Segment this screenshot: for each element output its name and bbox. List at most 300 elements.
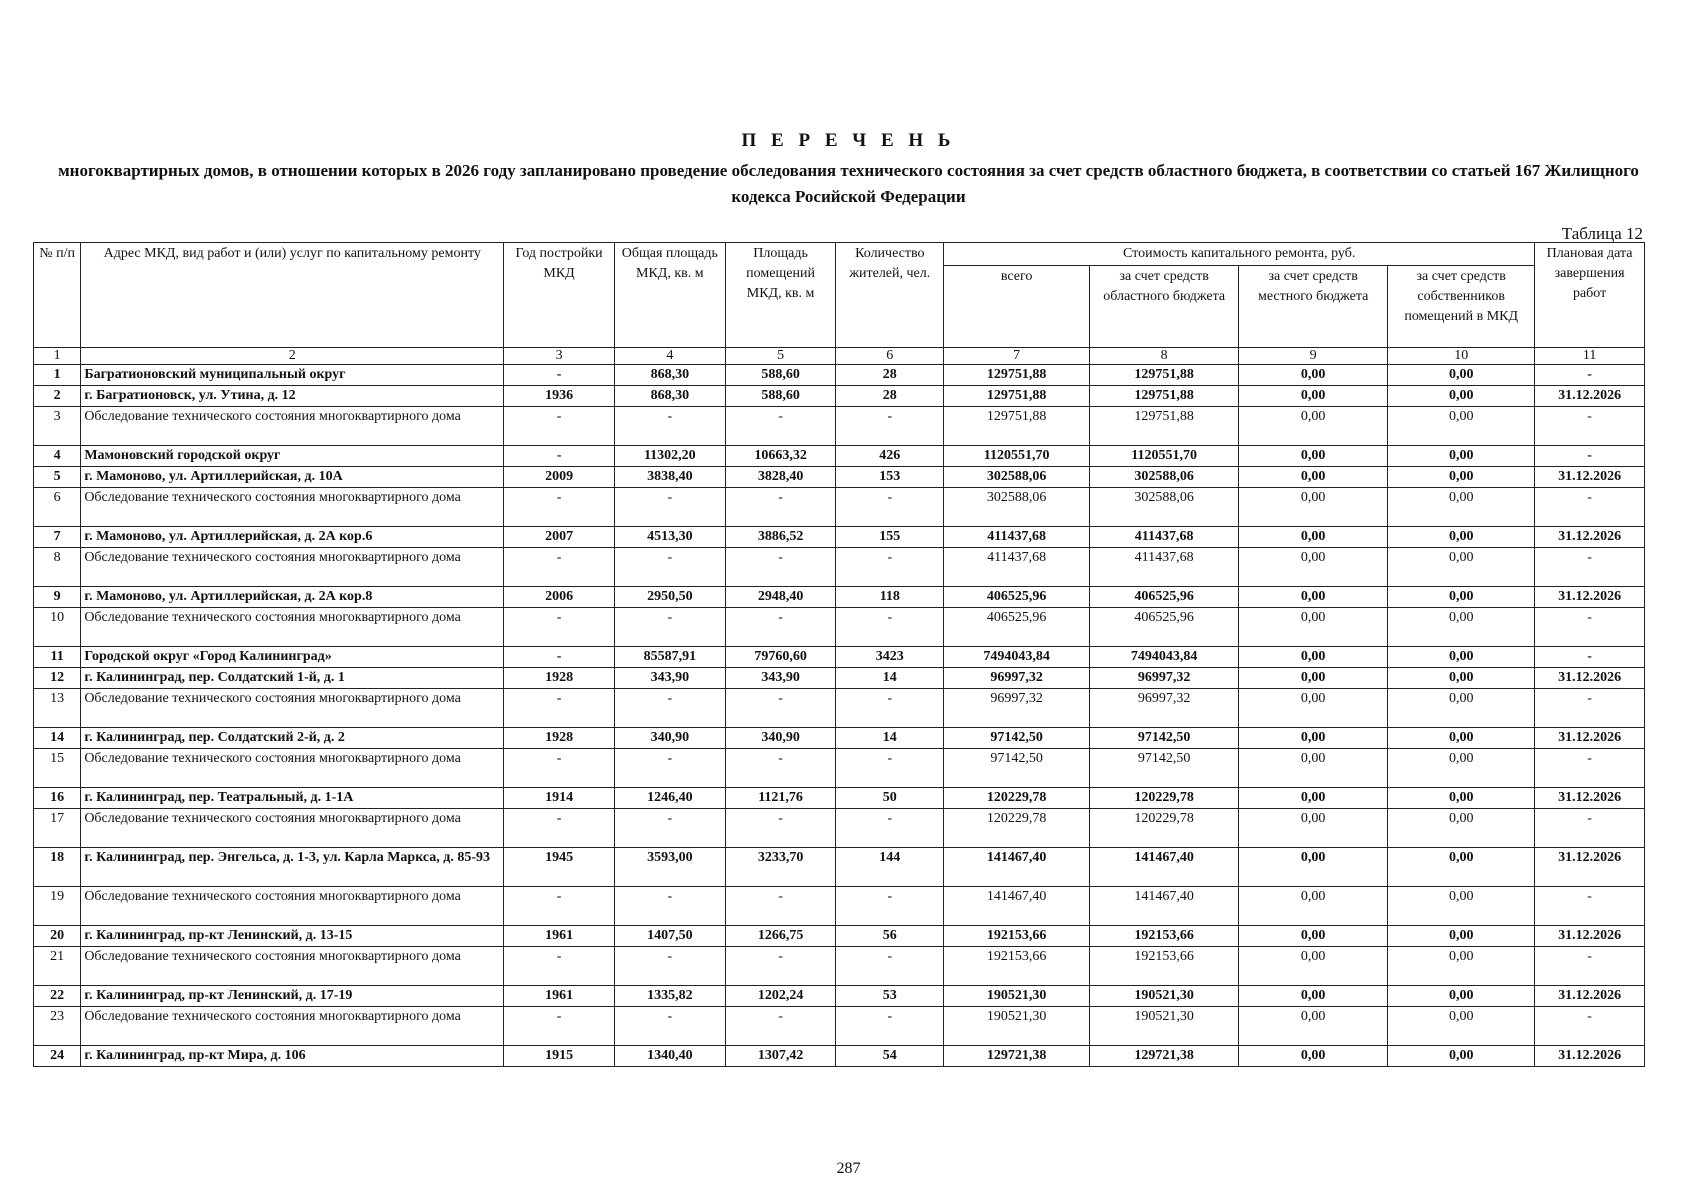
- row-cost-total: 96997,32: [944, 668, 1090, 689]
- row-cost-total: 129721,38: [944, 1046, 1090, 1067]
- row-premises-area: -: [725, 887, 836, 926]
- row-cost-local: 0,00: [1239, 728, 1388, 749]
- row-completion-date: 31.12.2026: [1535, 467, 1645, 488]
- row-year: -: [504, 1007, 615, 1046]
- row-address: г. Калининград, пер. Театральный, д. 1-1А: [81, 788, 504, 809]
- row-completion-date: -: [1535, 365, 1645, 386]
- row-number: 7: [34, 527, 81, 548]
- row-residents: -: [836, 407, 944, 446]
- row-premises-area: 3828,40: [725, 467, 836, 488]
- row-total-area: -: [614, 1007, 725, 1046]
- row-cost-owners: 0,00: [1388, 467, 1535, 488]
- table-row: [34, 446, 1645, 467]
- row-number: 2: [34, 386, 81, 407]
- row-number: 8: [34, 548, 81, 587]
- row-completion-date: -: [1535, 689, 1645, 728]
- row-cost-regional: 120229,78: [1090, 809, 1239, 848]
- row-completion-date: 31.12.2026: [1535, 788, 1645, 809]
- table-row: [34, 986, 1645, 1007]
- row-cost-total: 7494043,84: [944, 647, 1090, 668]
- row-residents: 144: [836, 848, 944, 887]
- row-address: Багратионовский муниципальный округ: [81, 365, 504, 386]
- column-index: 5: [725, 348, 836, 365]
- row-completion-date: -: [1535, 947, 1645, 986]
- row-cost-total: 97142,50: [944, 728, 1090, 749]
- row-premises-area: -: [725, 548, 836, 587]
- row-cost-local: 0,00: [1239, 527, 1388, 548]
- table-row: [34, 728, 1645, 749]
- row-address: г. Калининград, пр-кт Ленинский, д. 17-19: [81, 986, 504, 1007]
- header-completion: Плановая дата завершения работ: [1535, 243, 1645, 348]
- row-number: 5: [34, 467, 81, 488]
- row-cost-total: 192153,66: [944, 947, 1090, 986]
- row-cost-local: 0,00: [1239, 1007, 1388, 1046]
- header-total-area: Общая площадь МКД, кв. м: [614, 243, 725, 348]
- row-cost-total: 190521,30: [944, 986, 1090, 1007]
- row-cost-total: 120229,78: [944, 788, 1090, 809]
- row-premises-area: -: [725, 947, 836, 986]
- row-cost-total: 302588,06: [944, 488, 1090, 527]
- row-cost-regional: 141467,40: [1090, 848, 1239, 887]
- row-cost-local: 0,00: [1239, 668, 1388, 689]
- row-cost-owners: 0,00: [1388, 986, 1535, 1007]
- column-index: 6: [836, 348, 944, 365]
- row-total-area: 1407,50: [614, 926, 725, 947]
- row-total-area: -: [614, 548, 725, 587]
- row-cost-regional: 141467,40: [1090, 887, 1239, 926]
- row-address: г. Калининград, пр-кт Ленинский, д. 13-15: [81, 926, 504, 947]
- row-cost-owners: 0,00: [1388, 749, 1535, 788]
- row-completion-date: -: [1535, 488, 1645, 527]
- row-completion-date: -: [1535, 608, 1645, 647]
- table-row: [34, 689, 1645, 728]
- row-residents: -: [836, 887, 944, 926]
- row-year: 1928: [504, 728, 615, 749]
- row-total-area: 3838,40: [614, 467, 725, 488]
- row-total-area: -: [614, 947, 725, 986]
- row-premises-area: 1307,42: [725, 1046, 836, 1067]
- row-cost-regional: 302588,06: [1090, 488, 1239, 527]
- row-cost-owners: 0,00: [1388, 728, 1535, 749]
- column-index: 2: [81, 348, 504, 365]
- row-residents: 14: [836, 728, 944, 749]
- row-cost-total: 411437,68: [944, 548, 1090, 587]
- row-cost-regional: 129751,88: [1090, 407, 1239, 446]
- row-address: Обследование технического состояния многоквартирного дома: [81, 689, 504, 728]
- row-cost-owners: 0,00: [1388, 887, 1535, 926]
- row-year: -: [504, 647, 615, 668]
- row-total-area: -: [614, 608, 725, 647]
- row-completion-date: 31.12.2026: [1535, 848, 1645, 887]
- row-address: г. Багратионовск, ул. Утина, д. 12: [81, 386, 504, 407]
- row-cost-local: 0,00: [1239, 467, 1388, 488]
- row-number: 12: [34, 668, 81, 689]
- row-residents: 155: [836, 527, 944, 548]
- row-premises-area: -: [725, 488, 836, 527]
- row-cost-regional: 190521,30: [1090, 1007, 1239, 1046]
- column-index: 3: [504, 348, 615, 365]
- table-row: [34, 386, 1645, 407]
- row-residents: -: [836, 548, 944, 587]
- row-year: -: [504, 887, 615, 926]
- row-premises-area: 10663,32: [725, 446, 836, 467]
- row-total-area: 2950,50: [614, 587, 725, 608]
- row-total-area: 85587,91: [614, 647, 725, 668]
- row-premises-area: 588,60: [725, 386, 836, 407]
- row-cost-owners: 0,00: [1388, 488, 1535, 527]
- row-cost-local: 0,00: [1239, 788, 1388, 809]
- row-residents: -: [836, 809, 944, 848]
- column-index: 9: [1239, 348, 1388, 365]
- row-residents: -: [836, 689, 944, 728]
- row-cost-total: 1120551,70: [944, 446, 1090, 467]
- row-cost-local: 0,00: [1239, 848, 1388, 887]
- table-header: [34, 243, 1645, 365]
- row-cost-local: 0,00: [1239, 386, 1388, 407]
- row-cost-total: 192153,66: [944, 926, 1090, 947]
- row-residents: 53: [836, 986, 944, 1007]
- row-number: 18: [34, 848, 81, 887]
- row-residents: 3423: [836, 647, 944, 668]
- header-residents: Количество жителей, чел.: [836, 243, 944, 348]
- row-cost-owners: 0,00: [1388, 548, 1535, 587]
- column-index: 7: [944, 348, 1090, 365]
- row-completion-date: -: [1535, 1007, 1645, 1046]
- row-total-area: -: [614, 488, 725, 527]
- row-cost-owners: 0,00: [1388, 587, 1535, 608]
- row-number: 6: [34, 488, 81, 527]
- row-cost-owners: 0,00: [1388, 527, 1535, 548]
- row-total-area: -: [614, 749, 725, 788]
- row-cost-total: 406525,96: [944, 587, 1090, 608]
- table-row: [34, 668, 1645, 689]
- row-cost-total: 141467,40: [944, 848, 1090, 887]
- row-residents: 56: [836, 926, 944, 947]
- row-cost-owners: 0,00: [1388, 386, 1535, 407]
- row-cost-local: 0,00: [1239, 488, 1388, 527]
- table-row: [34, 749, 1645, 788]
- row-year: -: [504, 749, 615, 788]
- row-completion-date: -: [1535, 548, 1645, 587]
- row-cost-owners: 0,00: [1388, 365, 1535, 386]
- row-cost-owners: 0,00: [1388, 1046, 1535, 1067]
- column-index: 4: [614, 348, 725, 365]
- row-cost-regional: 1120551,70: [1090, 446, 1239, 467]
- row-cost-owners: 0,00: [1388, 446, 1535, 467]
- row-residents: 28: [836, 365, 944, 386]
- row-premises-area: 1121,76: [725, 788, 836, 809]
- row-cost-owners: 0,00: [1388, 809, 1535, 848]
- row-cost-regional: 411437,68: [1090, 548, 1239, 587]
- row-cost-owners: 0,00: [1388, 689, 1535, 728]
- row-premises-area: 588,60: [725, 365, 836, 386]
- row-cost-local: 0,00: [1239, 407, 1388, 446]
- row-number: 4: [34, 446, 81, 467]
- row-premises-area: 79760,60: [725, 647, 836, 668]
- row-address: Обследование технического состояния многоквартирного дома: [81, 809, 504, 848]
- page-title: П Е Р Е Ч Е Н Ь: [741, 130, 956, 151]
- row-address: Обследование технического состояния многоквартирного дома: [81, 887, 504, 926]
- row-year: -: [504, 548, 615, 587]
- row-number: 10: [34, 608, 81, 647]
- row-premises-area: 3886,52: [725, 527, 836, 548]
- row-premises-area: -: [725, 1007, 836, 1046]
- row-cost-regional: 129751,88: [1090, 386, 1239, 407]
- row-year: 2007: [504, 527, 615, 548]
- row-number: 22: [34, 986, 81, 1007]
- table-body: [34, 365, 1645, 1067]
- row-cost-regional: 7494043,84: [1090, 647, 1239, 668]
- row-cost-regional: 129721,38: [1090, 1046, 1239, 1067]
- row-cost-regional: 96997,32: [1090, 689, 1239, 728]
- row-cost-local: 0,00: [1239, 365, 1388, 386]
- table-row: [34, 608, 1645, 647]
- row-residents: -: [836, 608, 944, 647]
- row-cost-regional: 120229,78: [1090, 788, 1239, 809]
- row-number: 3: [34, 407, 81, 446]
- row-cost-regional: 96997,32: [1090, 668, 1239, 689]
- row-total-area: 1340,40: [614, 1046, 725, 1067]
- row-residents: -: [836, 749, 944, 788]
- table-label: Таблица 12: [1561, 224, 1643, 243]
- header-cost-group: Стоимость капитального ремонта, руб.: [944, 243, 1535, 266]
- row-cost-local: 0,00: [1239, 809, 1388, 848]
- row-address: Мамоновский городской округ: [81, 446, 504, 467]
- table-row: [34, 887, 1645, 926]
- row-number: 23: [34, 1007, 81, 1046]
- row-year: -: [504, 488, 615, 527]
- row-number: 16: [34, 788, 81, 809]
- row-cost-total: 141467,40: [944, 887, 1090, 926]
- column-index-row: [34, 348, 1645, 365]
- row-number: 20: [34, 926, 81, 947]
- column-index: 8: [1090, 348, 1239, 365]
- row-address: Обследование технического состояния многоквартирного дома: [81, 947, 504, 986]
- table-row: [34, 407, 1645, 446]
- row-residents: 153: [836, 467, 944, 488]
- row-number: 11: [34, 647, 81, 668]
- row-cost-regional: 192153,66: [1090, 947, 1239, 986]
- row-residents: 14: [836, 668, 944, 689]
- row-number: 13: [34, 689, 81, 728]
- row-year: -: [504, 809, 615, 848]
- row-cost-owners: 0,00: [1388, 608, 1535, 647]
- row-address: Обследование технического состояния многоквартирного дома: [81, 1007, 504, 1046]
- row-premises-area: -: [725, 407, 836, 446]
- row-cost-local: 0,00: [1239, 986, 1388, 1007]
- page-subtitle: многоквартирных домов, в отношении которых в 2026 году запланировано проведение обследования технического состояния за счет средств областного бюджета, в соответствии со статьей 167 Жилищного кодекса Росийской Федерации: [58, 161, 1639, 206]
- row-completion-date: 31.12.2026: [1535, 386, 1645, 407]
- row-cost-local: 0,00: [1239, 608, 1388, 647]
- row-completion-date: 31.12.2026: [1535, 926, 1645, 947]
- row-address: г. Калининград, пер. Солдатский 1-й, д. 1: [81, 668, 504, 689]
- row-address: Обследование технического состояния многоквартирного дома: [81, 749, 504, 788]
- row-cost-local: 0,00: [1239, 587, 1388, 608]
- row-cost-regional: 190521,30: [1090, 986, 1239, 1007]
- row-residents: -: [836, 1007, 944, 1046]
- row-premises-area: -: [725, 809, 836, 848]
- row-cost-local: 0,00: [1239, 749, 1388, 788]
- row-residents: 426: [836, 446, 944, 467]
- row-total-area: 868,30: [614, 386, 725, 407]
- row-cost-total: 190521,30: [944, 1007, 1090, 1046]
- table-row: [34, 587, 1645, 608]
- header-num: № п/п: [34, 243, 81, 348]
- row-year: -: [504, 947, 615, 986]
- row-cost-local: 0,00: [1239, 647, 1388, 668]
- header-owners: за счет средств собственников помещений в МКД: [1388, 266, 1535, 348]
- row-year: 1961: [504, 926, 615, 947]
- row-cost-local: 0,00: [1239, 548, 1388, 587]
- row-number: 21: [34, 947, 81, 986]
- row-year: -: [504, 689, 615, 728]
- row-cost-total: 129751,88: [944, 365, 1090, 386]
- row-cost-total: 411437,68: [944, 527, 1090, 548]
- row-cost-local: 0,00: [1239, 926, 1388, 947]
- row-cost-total: 120229,78: [944, 809, 1090, 848]
- row-address: г. Мамоново, ул. Артиллерийская, д. 2А кор.6: [81, 527, 504, 548]
- row-number: 14: [34, 728, 81, 749]
- row-address: г. Калининград, пр-кт Мира, д. 106: [81, 1046, 504, 1067]
- row-completion-date: 31.12.2026: [1535, 527, 1645, 548]
- header-address: Адрес МКД, вид работ и (или) услуг по капитальному ремонту: [81, 243, 504, 348]
- header-total: всего: [944, 266, 1090, 348]
- row-premises-area: -: [725, 689, 836, 728]
- row-completion-date: 31.12.2026: [1535, 668, 1645, 689]
- row-total-area: 11302,20: [614, 446, 725, 467]
- row-premises-area: 340,90: [725, 728, 836, 749]
- row-year: -: [504, 446, 615, 467]
- row-cost-local: 0,00: [1239, 887, 1388, 926]
- row-number: 9: [34, 587, 81, 608]
- row-cost-total: 302588,06: [944, 467, 1090, 488]
- row-cost-local: 0,00: [1239, 947, 1388, 986]
- row-address: Обследование технического состояния многоквартирного дома: [81, 548, 504, 587]
- row-premises-area: 343,90: [725, 668, 836, 689]
- row-premises-area: -: [725, 749, 836, 788]
- table-row: [34, 1046, 1645, 1067]
- row-premises-area: 1202,24: [725, 986, 836, 1007]
- table-row: [34, 809, 1645, 848]
- row-number: 1: [34, 365, 81, 386]
- row-total-area: 3593,00: [614, 848, 725, 887]
- table-row: [34, 947, 1645, 986]
- table-row: [34, 926, 1645, 947]
- row-address: г. Мамоново, ул. Артиллерийская, д. 10А: [81, 467, 504, 488]
- row-completion-date: 31.12.2026: [1535, 728, 1645, 749]
- row-completion-date: -: [1535, 446, 1645, 467]
- row-completion-date: 31.12.2026: [1535, 587, 1645, 608]
- row-year: 1961: [504, 986, 615, 1007]
- page-number: 287: [836, 1160, 861, 1177]
- row-completion-date: -: [1535, 809, 1645, 848]
- column-index: 11: [1535, 348, 1645, 365]
- row-year: 2006: [504, 587, 615, 608]
- row-completion-date: 31.12.2026: [1535, 1046, 1645, 1067]
- row-cost-regional: 406525,96: [1090, 587, 1239, 608]
- row-cost-total: 97142,50: [944, 749, 1090, 788]
- row-year: 1914: [504, 788, 615, 809]
- row-year: 1936: [504, 386, 615, 407]
- row-cost-owners: 0,00: [1388, 926, 1535, 947]
- row-residents: 28: [836, 386, 944, 407]
- row-year: 1928: [504, 668, 615, 689]
- table-row: [34, 365, 1645, 386]
- header-local: за счет средств местного бюджета: [1239, 266, 1388, 348]
- row-total-area: 1335,82: [614, 986, 725, 1007]
- row-cost-owners: 0,00: [1388, 668, 1535, 689]
- row-cost-regional: 97142,50: [1090, 728, 1239, 749]
- row-address: Обследование технического состояния многоквартирного дома: [81, 407, 504, 446]
- row-cost-regional: 406525,96: [1090, 608, 1239, 647]
- register-table: [33, 242, 1645, 1067]
- row-cost-local: 0,00: [1239, 1046, 1388, 1067]
- row-cost-total: 406525,96: [944, 608, 1090, 647]
- row-residents: 50: [836, 788, 944, 809]
- table-row: [34, 548, 1645, 587]
- row-completion-date: 31.12.2026: [1535, 986, 1645, 1007]
- row-cost-total: 129751,88: [944, 386, 1090, 407]
- row-address: г. Калининград, пер. Солдатский 2-й, д. 2: [81, 728, 504, 749]
- table-row: [34, 647, 1645, 668]
- row-year: -: [504, 407, 615, 446]
- row-cost-owners: 0,00: [1388, 947, 1535, 986]
- row-number: 17: [34, 809, 81, 848]
- row-cost-regional: 97142,50: [1090, 749, 1239, 788]
- row-cost-local: 0,00: [1239, 446, 1388, 467]
- row-total-area: 868,30: [614, 365, 725, 386]
- row-address: Городской округ «Город Калининград»: [81, 647, 504, 668]
- header-year: Год постройки МКД: [504, 243, 615, 348]
- row-cost-regional: 129751,88: [1090, 365, 1239, 386]
- row-premises-area: 3233,70: [725, 848, 836, 887]
- table-row: [34, 527, 1645, 548]
- row-number: 19: [34, 887, 81, 926]
- row-residents: 54: [836, 1046, 944, 1067]
- row-year: -: [504, 608, 615, 647]
- row-total-area: 343,90: [614, 668, 725, 689]
- row-cost-total: 129751,88: [944, 407, 1090, 446]
- row-total-area: 340,90: [614, 728, 725, 749]
- row-address: г. Мамоново, ул. Артиллерийская, д. 2А кор.8: [81, 587, 504, 608]
- row-address: г. Калининград, пер. Энгельса, д. 1-3, ул. Карла Маркса, д. 85-93: [81, 848, 504, 887]
- table-row: [34, 488, 1645, 527]
- row-year: -: [504, 365, 615, 386]
- row-cost-owners: 0,00: [1388, 407, 1535, 446]
- header-premises-area: Площадь помещений МКД, кв. м: [725, 243, 836, 348]
- row-address: Обследование технического состояния многоквартирного дома: [81, 608, 504, 647]
- row-cost-owners: 0,00: [1388, 848, 1535, 887]
- row-cost-owners: 0,00: [1388, 788, 1535, 809]
- row-completion-date: -: [1535, 407, 1645, 446]
- row-total-area: -: [614, 407, 725, 446]
- row-total-area: -: [614, 887, 725, 926]
- row-premises-area: 2948,40: [725, 587, 836, 608]
- row-year: 1945: [504, 848, 615, 887]
- row-total-area: -: [614, 809, 725, 848]
- row-cost-regional: 411437,68: [1090, 527, 1239, 548]
- row-cost-total: 96997,32: [944, 689, 1090, 728]
- row-completion-date: -: [1535, 749, 1645, 788]
- row-cost-owners: 0,00: [1388, 647, 1535, 668]
- row-cost-regional: 302588,06: [1090, 467, 1239, 488]
- row-completion-date: -: [1535, 887, 1645, 926]
- table-row: [34, 1007, 1645, 1046]
- row-total-area: -: [614, 689, 725, 728]
- row-cost-regional: 192153,66: [1090, 926, 1239, 947]
- table-row: [34, 467, 1645, 488]
- row-number: 15: [34, 749, 81, 788]
